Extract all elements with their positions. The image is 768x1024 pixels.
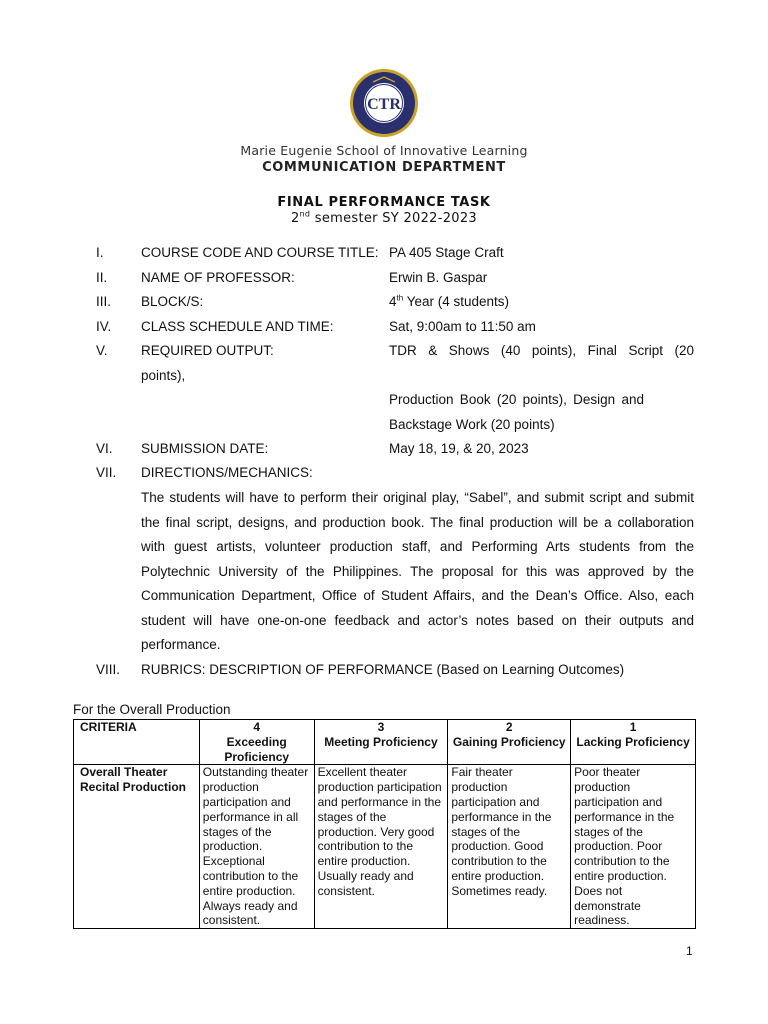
semester-line: 2nd semester SY 2022-2023 — [290, 209, 478, 226]
course-code-label: COURSE CODE AND COURSE TITLE: — [141, 245, 379, 260]
meeting-cell: Excellent theater production participation and performance in the stages of the production. Very good contribution to the entire production. Usually ready and consistent. — [314, 765, 448, 929]
school-name: Marie Eugenie School of Innovative Learning — [240, 143, 528, 158]
rubric-table — [73, 719, 696, 929]
submission-date-label: SUBMISSION DATE: — [141, 441, 269, 456]
required-output-value-line1: TDR & Shows (40 points), Final Script (20 — [389, 343, 694, 358]
header-exceeding: 4 Exceeding Proficiency — [199, 720, 314, 765]
item-number: I. — [96, 245, 104, 260]
item-number: VI. — [96, 441, 113, 456]
required-output-value-line3: Production Book (20 points), Design and Backstage Work (20 points) — [389, 392, 644, 432]
required-output-value-line2: points), — [141, 368, 186, 383]
item-number: II. — [96, 270, 108, 285]
gaining-cell: Fair theater production participation and performance in the stages of the production. Good contribution to the entire production. Sometimes ready. — [448, 765, 571, 929]
header-gaining: 2 Gaining Proficiency — [448, 720, 571, 765]
page-number: 1 — [686, 944, 693, 958]
item-number: VII. — [96, 465, 117, 480]
exceeding-cell: Outstanding theater production participation and performance in all stages of the production. Exceptional contribution to the entire production. Always ready and consistent. — [199, 765, 314, 929]
item-number: IV. — [96, 319, 112, 334]
header-meeting: 3 Meeting Proficiency — [314, 720, 448, 765]
required-output-label: REQUIRED OUTPUT: — [141, 343, 274, 358]
department-name: COMMUNICATION DEPARTMENT — [262, 160, 506, 175]
block-value: 4th Year (4 students) — [389, 293, 510, 309]
lacking-cell: Poor theater production participation and performance in the stages of the production. Poor contribution to the entire production. Does not demonstrate readiness. — [571, 765, 696, 929]
item-number: V. — [96, 343, 108, 358]
block-label: BLOCK/S: — [141, 294, 204, 309]
rubrics-label: RUBRICS: DESCRIPTION OF PERFORMANCE (Based on Learning Outcomes) — [141, 662, 625, 677]
criteria-cell: Overall Theater Recital Production — [74, 765, 200, 929]
item-number: VIII. — [96, 662, 121, 677]
document-title: FINAL PERFORMANCE TASK — [277, 195, 491, 210]
table-row — [74, 765, 696, 929]
directions-label: DIRECTIONS/MECHANICS: — [141, 465, 313, 480]
svg-text:CTR: CTR — [367, 96, 401, 113]
rubric-caption: For the Overall Production — [73, 702, 231, 717]
table-header-row — [74, 720, 696, 765]
schedule-label: CLASS SCHEDULE AND TIME: — [141, 319, 334, 334]
directions-paragraph: The students will have to perform their original play, “Sabel”, and submit script and submit the final script, designs, and production book. The final production will be a collaboration with guest artists, volunteer production staff, and Performing Arts students from the Polytechnic University of the Philippines. The proposal for this was approved by the Communication Department, Office of Student Affairs, and the Dean’s Office. Also, each student will have one-on-one feedback and actor’s notes based on their outputs and performance. — [141, 490, 694, 652]
submission-date-value: May 18, 19, & 20, 2023 — [389, 441, 529, 456]
criteria-header: CRITERIA — [74, 720, 200, 765]
schedule-value: Sat, 9:00am to 11:50 am — [389, 319, 536, 334]
professor-value: Erwin B. Gaspar — [389, 270, 488, 285]
item-number: III. — [96, 294, 112, 309]
course-code-value: PA 405 Stage Craft — [389, 245, 504, 260]
header-lacking: 1 Lacking Proficiency — [571, 720, 696, 765]
professor-label: NAME OF PROFESSOR: — [141, 270, 295, 285]
school-seal-logo — [349, 68, 419, 138]
